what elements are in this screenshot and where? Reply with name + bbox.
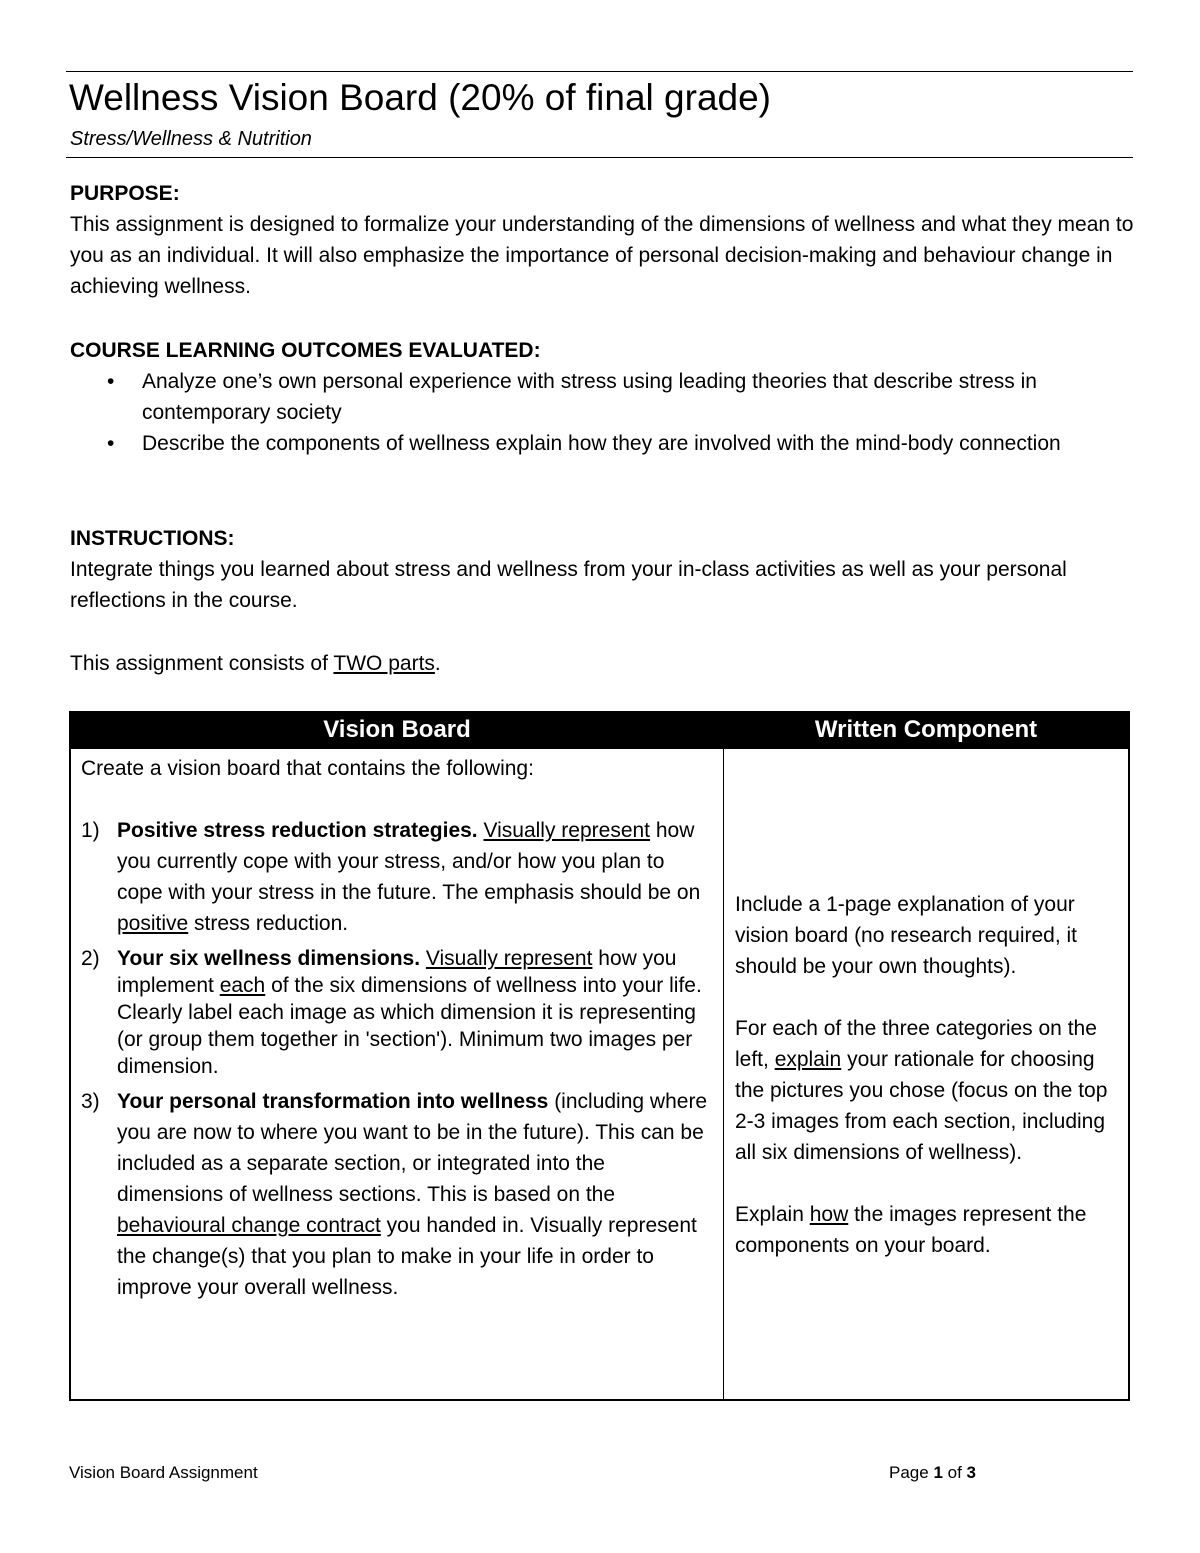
- written-paragraph-1: Include a 1-page explanation of your vision board (no research required, it should be your own thoughts).: [735, 893, 1078, 978]
- item-text: you handed in. Visually represent the change(s) that you plan to make in your life in order to improve your overall wellness.: [117, 1214, 697, 1299]
- outcomes-list: [70, 366, 1134, 459]
- paragraph-text: Explain: [735, 1203, 810, 1226]
- item-text: (including where you are now to where you want to be in the future). This can be included as a separate section, or integrated into the dimensions of wellness sections. This is based on the: [117, 1090, 708, 1206]
- item-text: how you implement: [117, 947, 677, 997]
- item-heading: Your personal transformation into wellness: [117, 1090, 549, 1113]
- written-paragraph-2: [735, 1013, 1125, 1168]
- footer-document-name: Vision Board Assignment: [69, 1463, 258, 1482]
- item-emphasis: Visually represent: [483, 819, 651, 842]
- purpose-heading: PURPOSE:: [70, 182, 180, 205]
- instructions-heading: INSTRUCTIONS:: [70, 527, 235, 550]
- vision-board-cell: [81, 753, 715, 1303]
- vision-board-items: [81, 815, 715, 1303]
- list-item: [81, 1086, 715, 1303]
- page-of: of: [942, 1463, 967, 1482]
- purpose-section: [70, 178, 1134, 302]
- item-number: 3): [81, 1090, 100, 1113]
- paragraph-emphasis: explain: [774, 1048, 842, 1071]
- document-subtitle: Stress/Wellness & Nutrition: [70, 128, 312, 150]
- written-component-cell: [735, 889, 1125, 1261]
- item-text: stress reduction.: [188, 912, 349, 935]
- table-header-row: [71, 713, 1128, 749]
- item-emphasis: positive: [117, 912, 189, 935]
- item-emphasis: Visually represent: [425, 947, 593, 970]
- list-item: [81, 815, 715, 939]
- column-header-written-component: Written Component: [814, 716, 1038, 743]
- top-rule: [66, 71, 1133, 72]
- outcome-text: Analyze one’s own personal experience with stress using leading theories that describe stress in contemporary society: [142, 370, 1037, 424]
- item-number: 1): [81, 819, 100, 842]
- item-emphasis: each: [219, 974, 266, 997]
- item-heading: Your six wellness dimensions.: [117, 947, 421, 970]
- vision-board-intro: Create a vision board that contains the following:: [81, 757, 534, 780]
- bullet-icon: •: [107, 432, 115, 455]
- parts-suffix: .: [434, 652, 441, 675]
- header-bottom-rule: [66, 157, 1133, 158]
- purpose-text: This assignment is designed to formalize your understanding of the dimensions of wellness and what they mean to you as an individual. It will also emphasize the importance of personal decision-making and behaviour change in achieving wellness.: [70, 213, 1134, 298]
- document-title: Wellness Vision Board (20% of final grade): [69, 77, 772, 118]
- paragraph-text: your rationale for choosing the pictures you chose (focus on the top 2-3 images from each section, including all six dimensions of wellness).: [735, 1048, 1108, 1164]
- list-item: [70, 366, 1134, 428]
- column-divider: [723, 749, 724, 1399]
- outcomes-heading: COURSE LEARNING OUTCOMES EVALUATED:: [70, 339, 541, 362]
- footer-page-number: [889, 1463, 976, 1483]
- bullet-icon: •: [107, 370, 115, 393]
- parts-emphasis: TWO parts: [333, 652, 435, 675]
- item-heading: Positive stress reduction strategies.: [117, 819, 478, 842]
- written-paragraph-3: [735, 1199, 1125, 1261]
- page-current: 1: [933, 1463, 943, 1482]
- column-header-vision-board: Vision Board: [323, 716, 471, 743]
- assignment-table: [69, 711, 1130, 1401]
- list-item: [70, 428, 1134, 459]
- item-text: how you currently cope with your stress, and/or how you plan to cope with your stress in the future. The emphasis should be on: [117, 819, 701, 904]
- parts-prefix: This assignment consists of: [70, 652, 334, 675]
- paragraph-text: For each of the three categories on the left,: [735, 1017, 1097, 1071]
- paragraph-text: the images represent the components on your board.: [735, 1203, 1087, 1257]
- instructions-section: [70, 523, 1134, 616]
- outcome-text: Describe the components of wellness explain how they are involved with the mind-body connection: [142, 432, 1061, 455]
- item-emphasis: behavioural change contract: [117, 1214, 381, 1237]
- outcomes-section: [70, 335, 1134, 459]
- paragraph-emphasis: how: [809, 1203, 849, 1226]
- item-text: of the six dimensions of wellness into your life. Clearly label each image as which dimension it is representing (or group them together in 'section'). Minimum two images per dimension.: [117, 974, 702, 1078]
- page-label: Page: [889, 1463, 934, 1482]
- page-total: 3: [966, 1463, 976, 1482]
- parts-line: [70, 648, 1134, 679]
- instructions-text: Integrate things you learned about stress and wellness from your in-class activities as well as your personal reflections in the course.: [70, 558, 1067, 612]
- list-item: [81, 945, 715, 1080]
- item-number: 2): [81, 947, 100, 970]
